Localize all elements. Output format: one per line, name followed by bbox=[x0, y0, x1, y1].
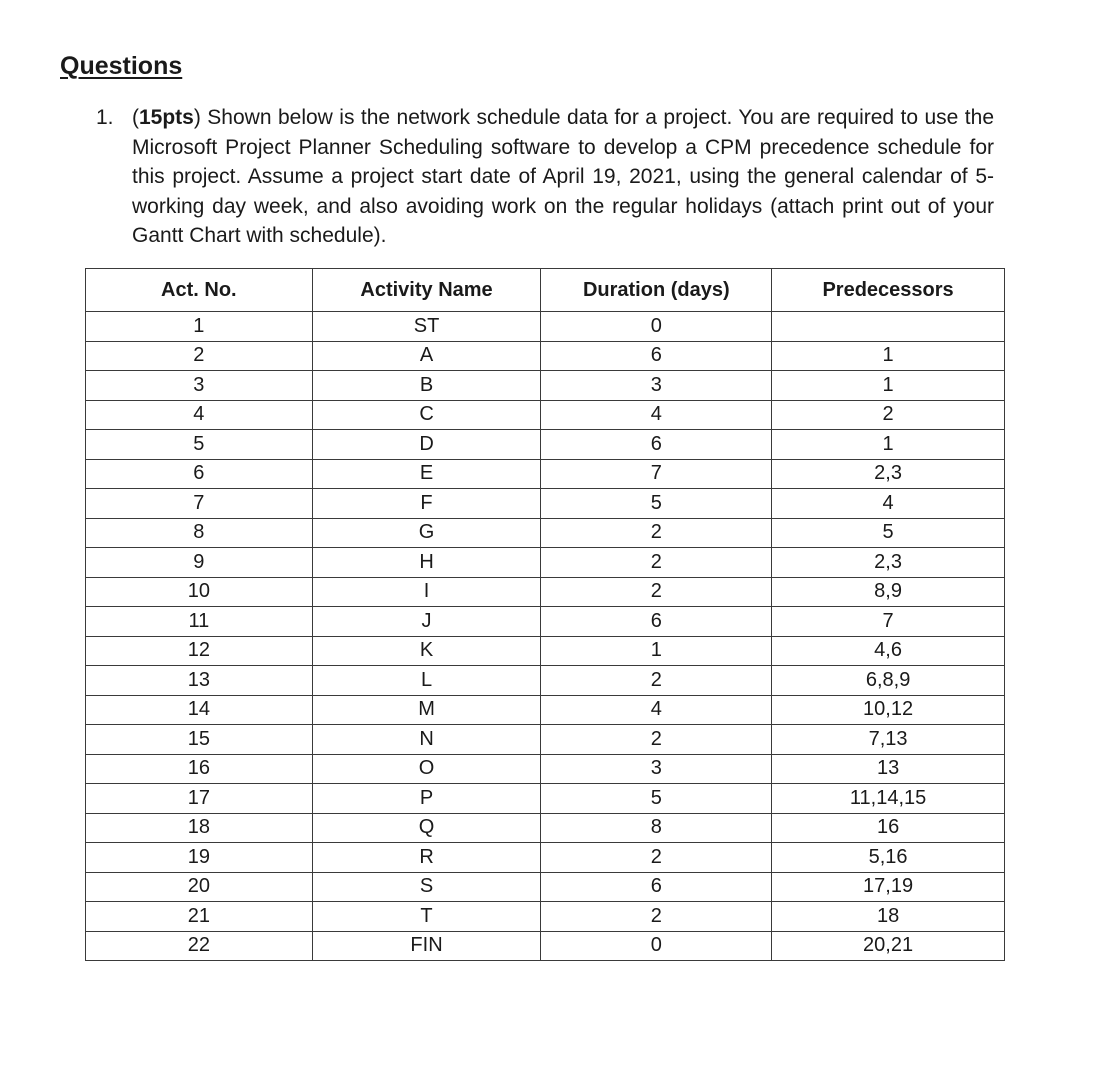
table-row bbox=[86, 754, 1005, 784]
table-row bbox=[86, 784, 1005, 814]
cell-duration: 6 bbox=[541, 430, 772, 460]
cell-predecessors: 4 bbox=[772, 489, 1005, 519]
cell-duration: 2 bbox=[541, 725, 772, 755]
cell-activity-name: R bbox=[312, 843, 541, 873]
cell-act-no: 15 bbox=[86, 725, 313, 755]
cell-activity-name: FIN bbox=[312, 931, 541, 961]
cell-act-no: 4 bbox=[86, 400, 313, 430]
cell-predecessors: 7,13 bbox=[772, 725, 1005, 755]
cell-duration: 7 bbox=[541, 459, 772, 489]
cell-duration: 1 bbox=[541, 636, 772, 666]
cell-predecessors: 1 bbox=[772, 371, 1005, 401]
cell-predecessors: 16 bbox=[772, 813, 1005, 843]
cell-act-no: 2 bbox=[86, 341, 313, 371]
cell-act-no: 7 bbox=[86, 489, 313, 519]
table-row bbox=[86, 843, 1005, 873]
cell-activity-name: I bbox=[312, 577, 541, 607]
table-row bbox=[86, 695, 1005, 725]
cell-act-no: 8 bbox=[86, 518, 313, 548]
cell-duration: 6 bbox=[541, 607, 772, 637]
cell-predecessors: 7 bbox=[772, 607, 1005, 637]
cell-duration: 3 bbox=[541, 371, 772, 401]
schedule-table bbox=[85, 268, 1005, 961]
table-row bbox=[86, 607, 1005, 637]
cell-predecessors: 10,12 bbox=[772, 695, 1005, 725]
table-row bbox=[86, 341, 1005, 371]
cell-predecessors: 1 bbox=[772, 341, 1005, 371]
cell-activity-name: M bbox=[312, 695, 541, 725]
cell-duration: 2 bbox=[541, 548, 772, 578]
cell-predecessors: 6,8,9 bbox=[772, 666, 1005, 696]
cell-act-no: 18 bbox=[86, 813, 313, 843]
cell-predecessors: 5,16 bbox=[772, 843, 1005, 873]
cell-predecessors: 17,19 bbox=[772, 872, 1005, 902]
table-row bbox=[86, 725, 1005, 755]
cell-activity-name: E bbox=[312, 459, 541, 489]
cell-predecessors: 18 bbox=[772, 902, 1005, 932]
cell-duration: 3 bbox=[541, 754, 772, 784]
table-row bbox=[86, 371, 1005, 401]
question-text bbox=[132, 103, 994, 251]
cell-predecessors: 2,3 bbox=[772, 548, 1005, 578]
cell-predecessors: 11,14,15 bbox=[772, 784, 1005, 814]
cell-activity-name: B bbox=[312, 371, 541, 401]
cell-activity-name: O bbox=[312, 754, 541, 784]
table-row bbox=[86, 577, 1005, 607]
cell-duration: 4 bbox=[541, 695, 772, 725]
cell-act-no: 11 bbox=[86, 607, 313, 637]
cell-act-no: 20 bbox=[86, 872, 313, 902]
question-open-paren: ( bbox=[132, 106, 139, 129]
table-row bbox=[86, 400, 1005, 430]
table-row bbox=[86, 548, 1005, 578]
cell-act-no: 5 bbox=[86, 430, 313, 460]
table-row bbox=[86, 430, 1005, 460]
cell-activity-name: G bbox=[312, 518, 541, 548]
cell-act-no: 21 bbox=[86, 902, 313, 932]
cell-predecessors: 5 bbox=[772, 518, 1005, 548]
question-points: 15pts bbox=[139, 106, 194, 129]
cell-activity-name: J bbox=[312, 607, 541, 637]
cell-activity-name: K bbox=[312, 636, 541, 666]
cell-activity-name: A bbox=[312, 341, 541, 371]
cell-duration: 2 bbox=[541, 902, 772, 932]
cell-activity-name: P bbox=[312, 784, 541, 814]
cell-act-no: 3 bbox=[86, 371, 313, 401]
question-number: 1. bbox=[96, 106, 114, 129]
cell-act-no: 22 bbox=[86, 931, 313, 961]
header-predecessors: Predecessors bbox=[772, 269, 1005, 312]
table-row bbox=[86, 813, 1005, 843]
cell-activity-name: C bbox=[312, 400, 541, 430]
table-row bbox=[86, 872, 1005, 902]
cell-act-no: 9 bbox=[86, 548, 313, 578]
cell-duration: 2 bbox=[541, 577, 772, 607]
cell-duration: 2 bbox=[541, 666, 772, 696]
cell-predecessors: 1 bbox=[772, 430, 1005, 460]
table-row bbox=[86, 636, 1005, 666]
cell-act-no: 12 bbox=[86, 636, 313, 666]
question-body: ) Shown below is the network schedule data for a project. You are required to use the Microsoft Project Planner Scheduling software to develop a CPM precedence schedule for this project. Assume a project start date of April 19, 2021, using the general calendar of 5-working day week, and also avoiding work on the regular holidays (attach print out of your Gantt Chart with schedule). bbox=[132, 106, 994, 247]
header-activity-name: Activity Name bbox=[312, 269, 541, 312]
cell-activity-name: ST bbox=[312, 312, 541, 342]
cell-act-no: 16 bbox=[86, 754, 313, 784]
table-row bbox=[86, 312, 1005, 342]
table-row bbox=[86, 902, 1005, 932]
cell-predecessors bbox=[772, 312, 1005, 342]
cell-activity-name: N bbox=[312, 725, 541, 755]
cell-act-no: 19 bbox=[86, 843, 313, 873]
table-row bbox=[86, 518, 1005, 548]
cell-predecessors: 13 bbox=[772, 754, 1005, 784]
header-duration: Duration (days) bbox=[541, 269, 772, 312]
table-row bbox=[86, 666, 1005, 696]
cell-act-no: 13 bbox=[86, 666, 313, 696]
table-row bbox=[86, 931, 1005, 961]
table-row bbox=[86, 459, 1005, 489]
cell-act-no: 10 bbox=[86, 577, 313, 607]
cell-duration: 4 bbox=[541, 400, 772, 430]
cell-act-no: 14 bbox=[86, 695, 313, 725]
page-heading: Questions bbox=[60, 52, 183, 80]
cell-duration: 2 bbox=[541, 843, 772, 873]
cell-predecessors: 20,21 bbox=[772, 931, 1005, 961]
cell-duration: 2 bbox=[541, 518, 772, 548]
cell-act-no: 6 bbox=[86, 459, 313, 489]
cell-predecessors: 2 bbox=[772, 400, 1005, 430]
cell-activity-name: H bbox=[312, 548, 541, 578]
cell-predecessors: 2,3 bbox=[772, 459, 1005, 489]
cell-activity-name: Q bbox=[312, 813, 541, 843]
cell-duration: 5 bbox=[541, 489, 772, 519]
cell-duration: 6 bbox=[541, 341, 772, 371]
header-act-no: Act. No. bbox=[86, 269, 313, 312]
cell-predecessors: 8,9 bbox=[772, 577, 1005, 607]
cell-duration: 0 bbox=[541, 312, 772, 342]
cell-activity-name: S bbox=[312, 872, 541, 902]
table-header-row bbox=[86, 269, 1005, 312]
table-body bbox=[86, 312, 1005, 961]
question-block bbox=[96, 103, 994, 251]
cell-duration: 6 bbox=[541, 872, 772, 902]
cell-activity-name: T bbox=[312, 902, 541, 932]
cell-predecessors: 4,6 bbox=[772, 636, 1005, 666]
cell-activity-name: F bbox=[312, 489, 541, 519]
cell-duration: 0 bbox=[541, 931, 772, 961]
cell-act-no: 1 bbox=[86, 312, 313, 342]
cell-duration: 5 bbox=[541, 784, 772, 814]
cell-act-no: 17 bbox=[86, 784, 313, 814]
cell-activity-name: D bbox=[312, 430, 541, 460]
cell-duration: 8 bbox=[541, 813, 772, 843]
table-row bbox=[86, 489, 1005, 519]
cell-activity-name: L bbox=[312, 666, 541, 696]
